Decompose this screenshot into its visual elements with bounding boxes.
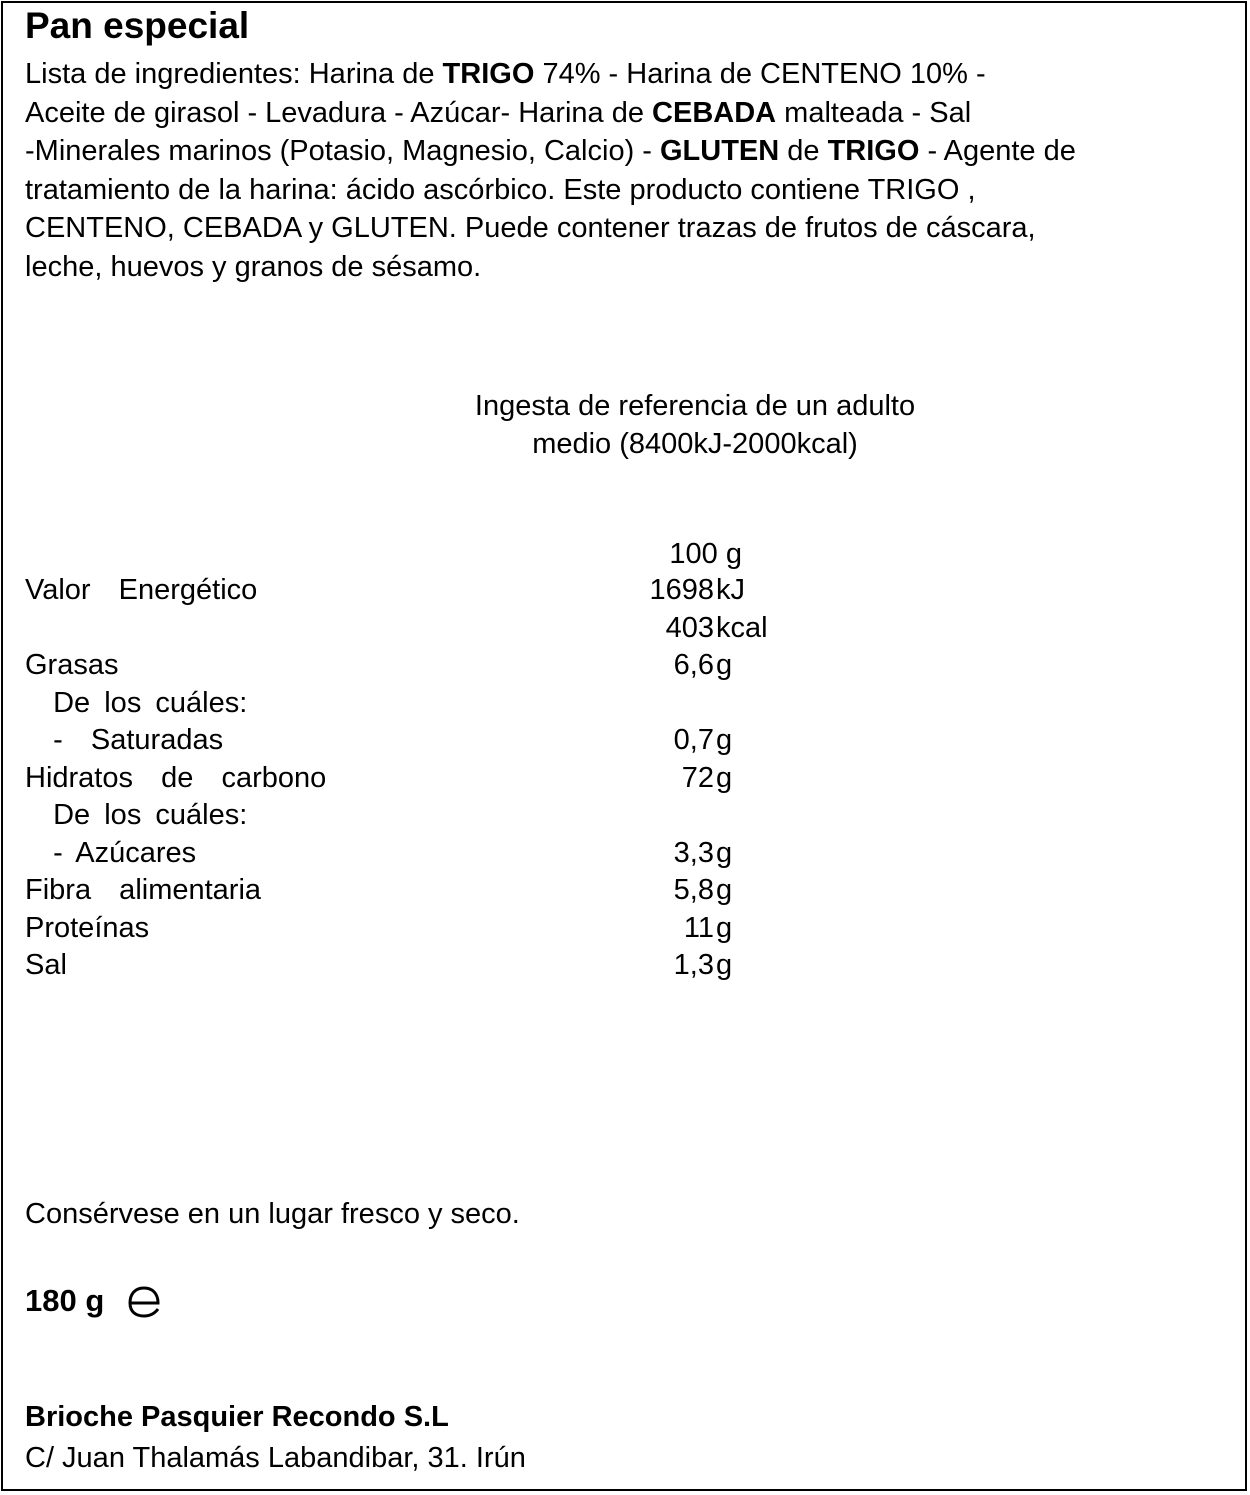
company-address: C/ Juan Thalamás Labandibar, 31. Irún	[25, 1442, 526, 1474]
nutrient-unit: g	[716, 761, 733, 794]
nutrient-label: Fibra alimentaria	[25, 874, 262, 906]
estimated-e-mark-icon	[126, 1283, 166, 1319]
nutrient-unit: g	[716, 836, 733, 869]
nutrient-unit: kcal	[716, 611, 768, 644]
ingredient-text: de	[779, 135, 828, 167]
nutrient-unit: g	[716, 874, 733, 906]
ingredient-text: tratamiento de la harina: ácido ascórbico. Este producto contiene TRIGO ,	[25, 173, 976, 206]
nutrient-value: 11	[683, 911, 714, 944]
allergen-highlight: GLUTEN	[660, 135, 780, 167]
nutrient-unit: g	[716, 724, 733, 756]
ingredients-line	[25, 171, 976, 209]
nutrient-label: - Saturadas	[25, 724, 224, 756]
ingredients-line	[25, 209, 1036, 247]
nutrient-label: Valor Energético	[25, 574, 258, 606]
ingredient-text: - Agente de	[919, 135, 1076, 167]
nutrient-label: - Azúcares	[25, 836, 197, 869]
nutrient-unit: g	[716, 911, 733, 944]
nutrient-label: De los cuáles:	[25, 799, 248, 831]
per-100g-label: 100 g	[669, 538, 742, 570]
nutrient-value: 72	[681, 761, 714, 794]
nutrient-label: De los cuáles:	[25, 686, 248, 719]
ingredient-text: Lista de ingredientes: Harina de	[25, 58, 443, 90]
nutrient-unit: kJ	[716, 574, 745, 606]
nutrient-unit: g	[716, 649, 733, 681]
ingredient-text: -Minerales marinos (Potasio, Magnesio, Calcio) -	[25, 135, 660, 167]
nutrient-value: 403	[665, 611, 714, 644]
company-name: Brioche Pasquier Recondo S.L	[25, 1401, 449, 1433]
net-weight: 180 g	[25, 1283, 105, 1318]
reference-intake-heading: Ingesta de referencia de un adulto medio (8400kJ-2000kcal)	[474, 390, 916, 460]
ingredient-text: Aceite de girasol - Levadura - Azúcar- Harina de	[25, 96, 653, 129]
nutrient-value: 1,3	[673, 949, 714, 981]
allergen-highlight: CEBADA	[652, 96, 777, 129]
ingredients-line	[25, 94, 971, 132]
ingredients-line	[25, 248, 481, 286]
ingredient-text: 74% - Harina de CENTENO 10% -	[534, 58, 986, 90]
nutrient-value: 3,3	[673, 836, 714, 869]
nutrient-value: 6,6	[673, 649, 714, 681]
ingredient-text: CENTENO, CEBADA y GLUTEN. Puede contener trazas de frutos de cáscara,	[25, 212, 1036, 244]
allergen-highlight: TRIGO	[442, 58, 535, 90]
nutrient-label: Sal	[25, 949, 67, 981]
nutrient-unit: g	[716, 949, 733, 981]
nutrient-value: 5,8	[673, 874, 714, 906]
storage-instructions: Consérvese en un lugar fresco y seco.	[25, 1198, 520, 1230]
nutrient-label: Grasas	[25, 649, 119, 681]
ingredients-line	[25, 55, 986, 93]
allergen-highlight: TRIGO	[827, 135, 920, 167]
nutrient-value: 1698	[649, 574, 714, 606]
nutrient-label: Hidratos de carbono	[25, 761, 327, 794]
ingredient-text: malteada - Sal	[776, 96, 972, 129]
nutrient-label: Proteínas	[25, 911, 150, 944]
nutrient-value: 0,7	[673, 724, 714, 756]
ingredients-line	[25, 132, 1076, 170]
product-title: Pan especial	[25, 5, 250, 46]
ingredient-text: leche, huevos y granos de sésamo.	[25, 250, 482, 283]
